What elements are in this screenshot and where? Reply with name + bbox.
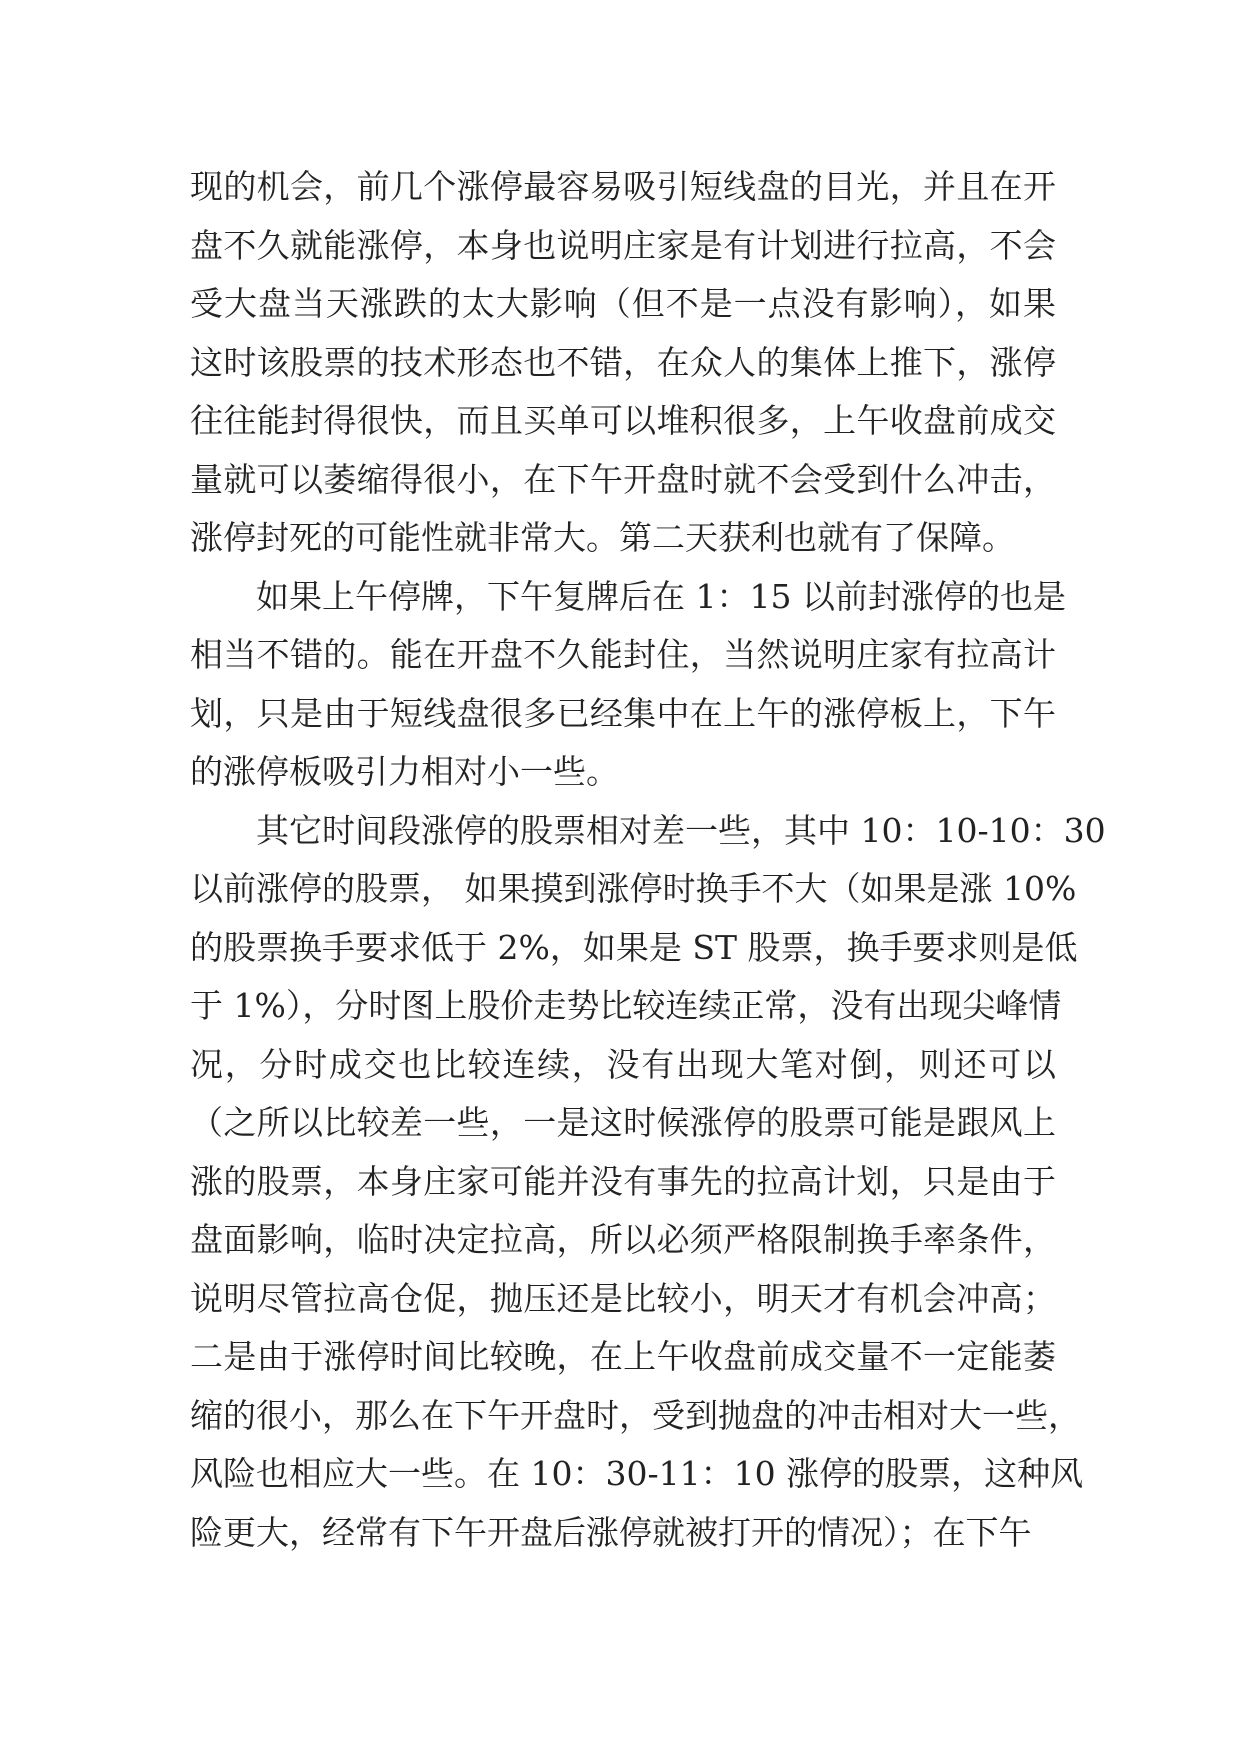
text-line: 风险也相应大一些。在 10：30-11：10 涨停的股票，这种风 bbox=[190, 1454, 1084, 1493]
text-line: 往往能封得很快，而且买单可以堆积很多，上午收盘前成交 bbox=[190, 401, 1056, 440]
text-line: 盘面影响，临时决定拉高，所以必须严格限制换手率条件， bbox=[190, 1220, 1056, 1259]
paragraph bbox=[190, 158, 1056, 568]
text-line: 这时该股票的技术形态也不错，在众人的集体上推下，涨停 bbox=[190, 342, 1056, 382]
text-line: 缩的很小，那么在下午开盘时，受到抛盘的冲击相对大一些， bbox=[190, 1395, 1081, 1435]
paragraph bbox=[190, 802, 1106, 1563]
text-line: 量就可以萎缩得很小，在下午开盘时就不会受到什么冲击， bbox=[190, 459, 1056, 499]
text-line: 的股票换手要求低于 2%，如果是 ST 股票，换手要求则是低 bbox=[190, 927, 1078, 967]
text-line: 现的机会，前几个涨停最容易吸引短线盘的目光，并且在开 bbox=[190, 167, 1056, 206]
text-line: 况，分时成交也比较连续，没有出现大笔对倒，则还可以 bbox=[190, 1044, 1056, 1084]
text-line: 划，只是由于短线盘很多已经集中在上午的涨停板上，下午 bbox=[190, 693, 1056, 733]
text-line: 二是由于涨停时间比较晚，在上午收盘前成交量不一定能萎 bbox=[190, 1337, 1056, 1376]
document-body bbox=[190, 158, 1106, 1562]
text-line: 险更大，经常有下午开盘后涨停就被打开的情况）；在下午 bbox=[190, 1512, 1032, 1552]
paragraph bbox=[190, 568, 1066, 802]
text-line: 相当不错的。能在开盘不久能封住，当然说明庄家有拉高计 bbox=[190, 635, 1056, 674]
text-line: 以前涨停的股票， 如果摸到涨停时换手不大（如果是涨 10% bbox=[190, 869, 1077, 908]
text-line: 其它时间段涨停的股票相对差一些，其中 10：10-10：30 bbox=[256, 810, 1106, 850]
text-line: 于 1%），分时图上股价走势比较连续正常，没有出现尖峰情 bbox=[190, 986, 1062, 1025]
text-line: （之所以比较差一些，一是这时候涨停的股票可能是跟风上 bbox=[190, 1103, 1056, 1142]
text-line: 盘不久就能涨停，本身也说明庄家是有计划进行拉高，不会 bbox=[190, 225, 1056, 265]
text-line: 受大盘当天涨跌的太大影响（但不是一点没有影响），如果 bbox=[190, 284, 1056, 323]
text-line: 说明尽管拉高仓促，抛压还是比较小，明天才有机会冲高； bbox=[190, 1278, 1056, 1318]
text-line: 如果上午停牌，下午复牌后在 1：15 以前封涨停的也是 bbox=[256, 576, 1066, 616]
text-line: 涨的股票，本身庄家可能并没有事先的拉高计划，只是由于 bbox=[190, 1161, 1056, 1201]
text-line: 的涨停板吸引力相对小一些。 bbox=[190, 752, 619, 791]
text-line: 涨停封死的可能性就非常大。第二天获利也就有了保障。 bbox=[190, 518, 1015, 557]
